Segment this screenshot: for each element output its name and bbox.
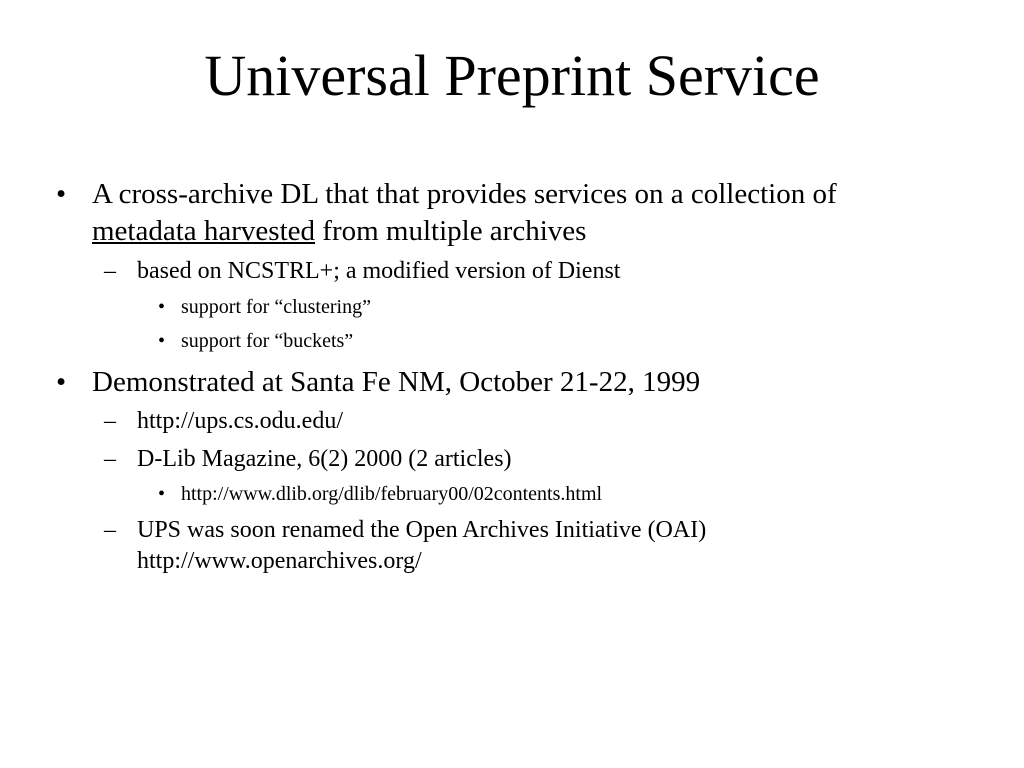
item1-line2-rest: from multiple archives [315, 215, 587, 247]
bullet-marker: • [56, 178, 67, 210]
item1-sub1-item: support for “clustering” [181, 296, 371, 318]
dash-marker: – [104, 517, 116, 543]
item1-sub1-item: support for “buckets” [181, 330, 354, 352]
dash-marker: – [104, 258, 116, 284]
dash-marker: – [104, 408, 116, 434]
item2-sub3-line1: UPS was soon renamed the Open Archives Initiative (OAI) [137, 517, 707, 543]
item2-sub3-link[interactable]: http://www.openarchives.org/ [137, 548, 422, 574]
item2-sub1-link[interactable]: http://ups.cs.odu.edu/ [137, 408, 343, 434]
item1-sub1: based on NCSTRL+; a modified version of Dienst [137, 258, 621, 284]
sub-bullet-marker: • [158, 296, 166, 318]
item1-line2 [92, 213, 586, 249]
item2-line1: Demonstrated at Santa Fe NM, October 21-22, 1999 [92, 366, 701, 398]
item2-sub2-link[interactable]: http://www.dlib.org/dlib/february00/02contents.html [181, 483, 603, 505]
bullet-marker: • [56, 366, 67, 398]
sub-bullet-marker: • [158, 330, 166, 352]
dash-marker: – [104, 446, 116, 472]
item1-underlined-text: metadata harvested [92, 215, 316, 247]
slide-title: Universal Preprint Service [204, 43, 820, 108]
sub-bullet-marker: • [158, 483, 166, 505]
item2-sub2: D-Lib Magazine, 6(2) 2000 (2 articles) [137, 446, 512, 472]
item1-line1: A cross-archive DL that that provides services on a collection of [92, 178, 837, 210]
